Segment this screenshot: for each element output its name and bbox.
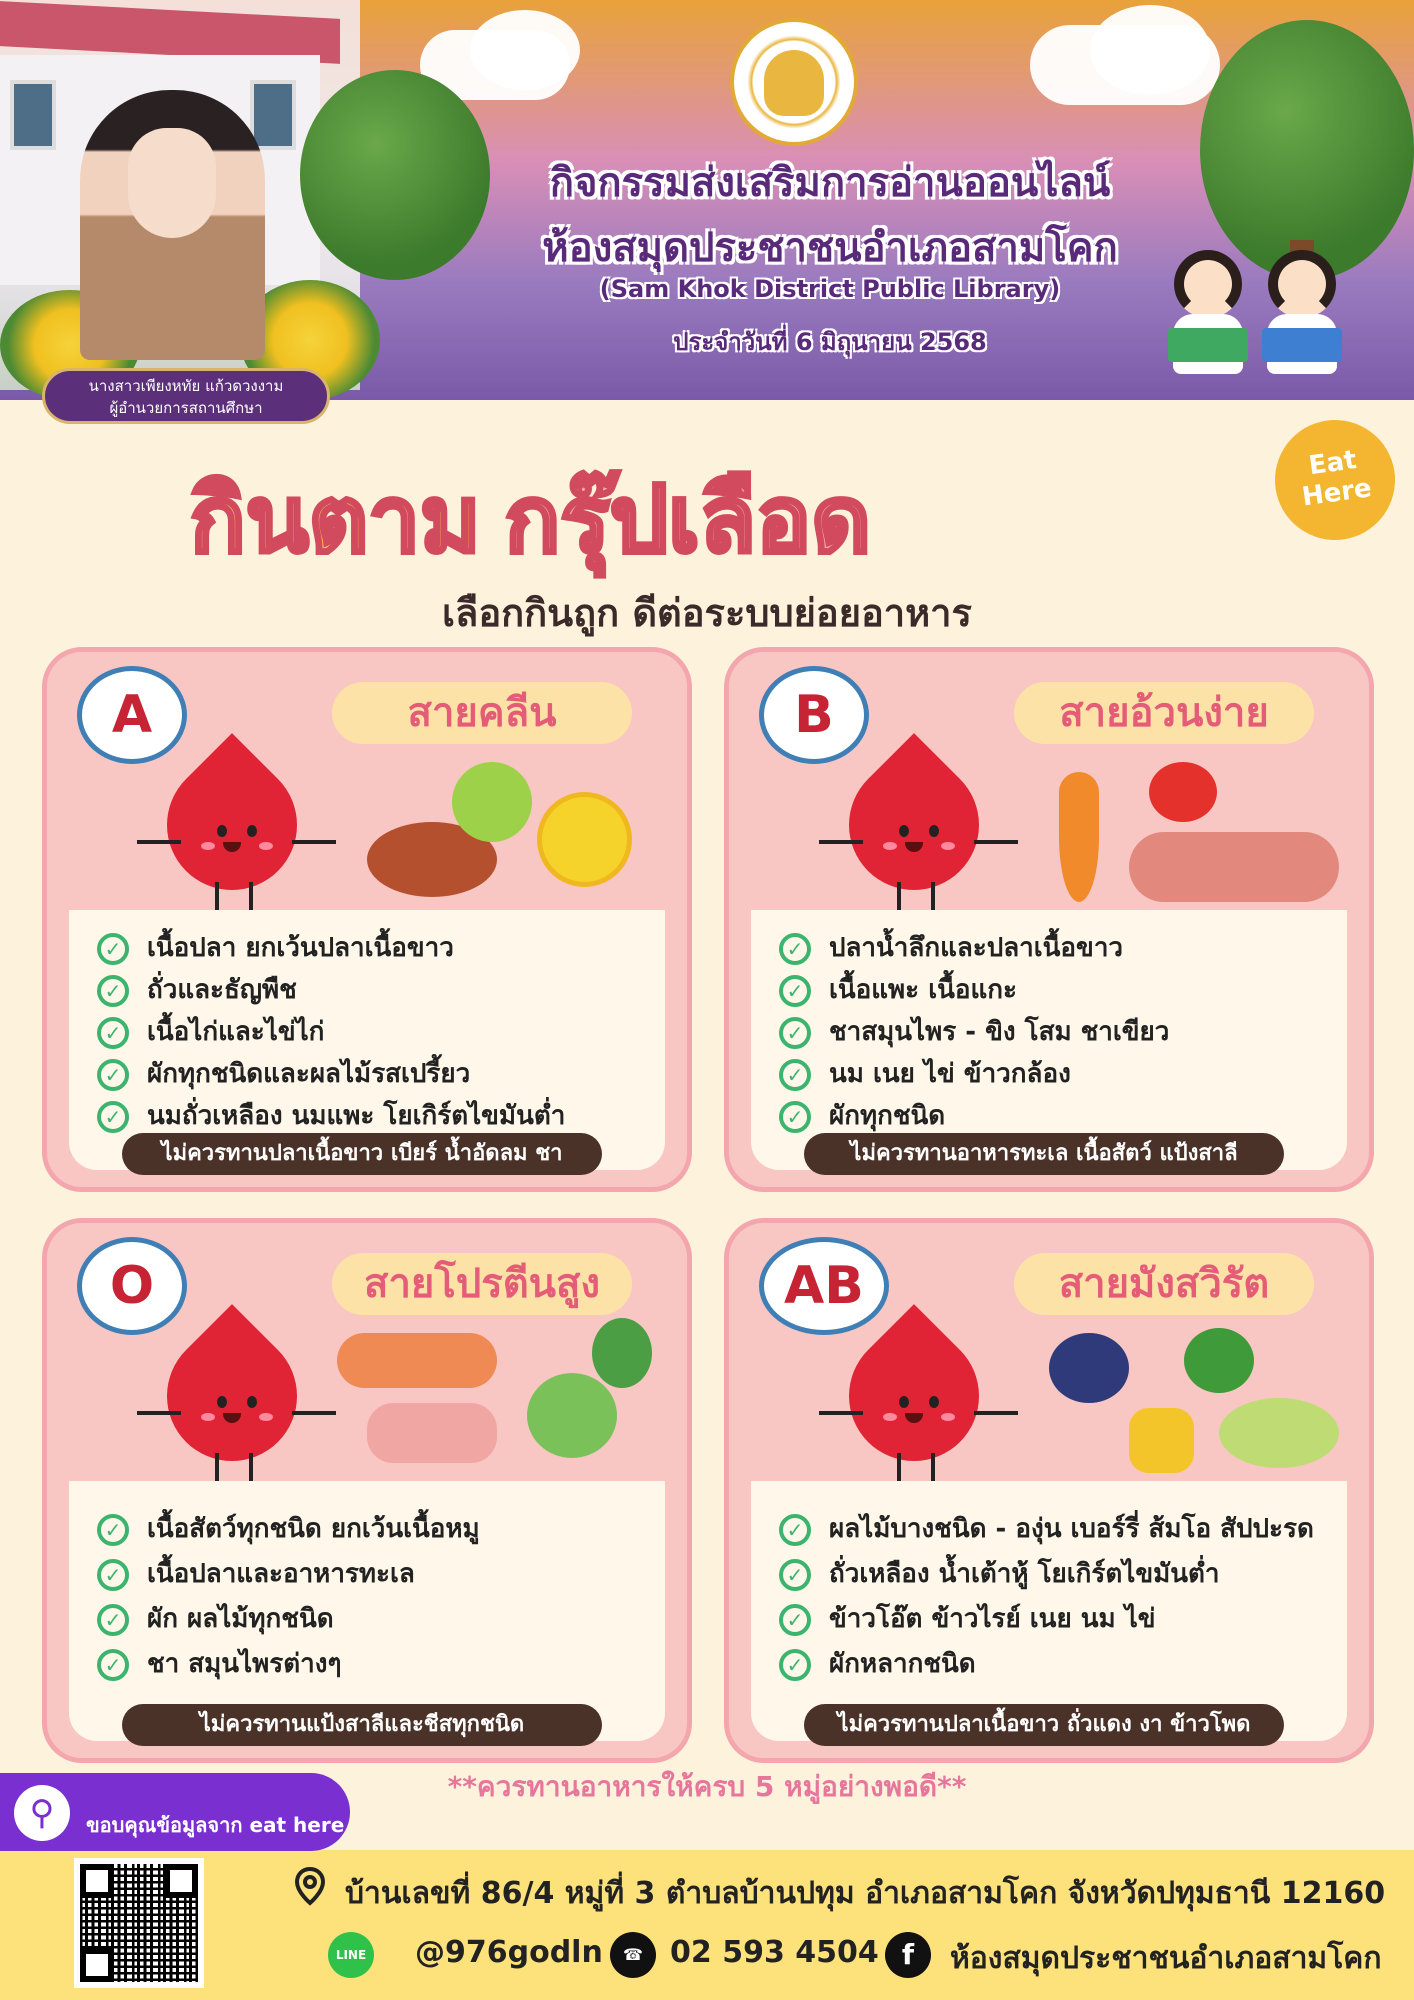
list-item <box>97 1053 470 1089</box>
list-item-label: เนื้อแพะ เนื้อแกะ <box>829 975 1017 1005</box>
check-icon: ✓ <box>97 933 129 965</box>
grapes-icon <box>1219 1398 1339 1468</box>
list-item <box>97 969 297 1005</box>
check-icon: ✓ <box>779 933 811 965</box>
director-portrait <box>80 90 265 360</box>
steak-icon <box>367 1403 497 1463</box>
header-title-line1: กิจกรรมส่งเสริมการอ่านออนไลน์ <box>549 160 1111 206</box>
blood-drop-mascot-a <box>167 750 307 900</box>
blood-type-a-category: สายคลีน <box>332 682 632 744</box>
address-text: บ้านเลขที่ 86/4 หมู่ที่ 3 ตำบลบ้านปทุม อำเภอสามโคก จังหวัดปทุมธานี 12160 <box>345 1876 1386 1911</box>
blood-type-b-badge: B <box>759 666 869 764</box>
list-item <box>779 1598 1156 1634</box>
salmon-icon <box>337 1333 497 1388</box>
director-title: ผู้อำนวยการสถานศึกษา <box>109 399 263 417</box>
phone-icon[interactable]: ☎ <box>610 1932 656 1978</box>
list-item-label: ชาสมุนไพร - ขิง โสม ชาเขียว <box>829 1017 1170 1047</box>
header-banner <box>0 0 1414 400</box>
credit-text: ขอบคุณข้อมูลจาก eat here <box>86 1813 345 1837</box>
list-item-label: เนื้อปลาและอาหารทะเล <box>147 1559 415 1589</box>
list-item-label: ผักทุกชนิด <box>829 1101 946 1131</box>
header-date: ประจำวันที่ 6 มิถุนายน 2568 <box>673 328 987 356</box>
phone-number[interactable]: 02 593 4504 <box>670 1935 879 1970</box>
list-item <box>97 1011 324 1047</box>
list-item <box>97 1095 565 1131</box>
check-icon: ✓ <box>779 975 811 1007</box>
list-item-label: ผักทุกชนิดและผลไม้รสเปรี้ยว <box>147 1059 471 1089</box>
blood-type-a-badge: A <box>77 666 187 764</box>
blood-type-ab-card <box>724 1218 1374 1763</box>
list-item-label: เนื้อไก่และไข่ไก่ <box>147 1017 325 1047</box>
list-item <box>779 1553 1220 1589</box>
list-item-label: ผัก ผลไม้ทุกชนิด <box>147 1604 334 1634</box>
lettuce-icon <box>527 1373 617 1458</box>
green-apple-icon <box>452 762 532 842</box>
eat-here-logo: Eat Here <box>1267 412 1403 548</box>
list-item <box>779 1508 1314 1544</box>
avoid-banner: ไม่ควรทานปลาเนื้อขาว เบียร์ น้ำอัดลม ชา <box>122 1133 602 1175</box>
header-title-english: (Sam Khok District Public Library) <box>599 275 1061 303</box>
check-icon: ✓ <box>97 1604 129 1636</box>
poster-title <box>190 445 1240 573</box>
check-icon: ✓ <box>97 1017 129 1049</box>
blood-type-o-category: สายโปรตีนสูง <box>332 1253 632 1315</box>
list-item-label: ถั่วเหลือง น้ำเต้าหู้ โยเกิร์ตไขมันต่ำ <box>829 1559 1220 1589</box>
avoid-banner: ไม่ควรทานแป้งสาลีและชีสทุกชนิด <box>122 1704 602 1746</box>
list-item-label: ปลาน้ำลึกและปลาเนื้อขาว <box>829 933 1124 963</box>
carrot-icon <box>1059 772 1099 902</box>
list-item <box>779 969 1017 1005</box>
blood-drop-mascot-o <box>167 1321 307 1471</box>
avoid-banner: ไม่ควรทานอาหารทะเล เนื้อสัตว์ แป้งสาลี <box>804 1133 1284 1175</box>
list-item <box>779 1053 1071 1089</box>
list-item <box>97 1643 341 1679</box>
list-item-label: เนื้อสัตว์ทุกชนิด ยกเว้นเนื้อหมู <box>147 1514 480 1544</box>
poster-title-part2: กรุ๊ปเลือด <box>504 466 871 573</box>
blood-type-b-category: สายอ้วนง่าย <box>1014 682 1314 744</box>
bell-pepper-icon <box>1129 1408 1194 1473</box>
blood-type-o-card <box>42 1218 692 1763</box>
check-icon: ✓ <box>779 1514 811 1546</box>
blood-type-o-badge: O <box>77 1237 187 1335</box>
library-logo <box>730 18 858 146</box>
broccoli-icon <box>1184 1328 1254 1393</box>
line-id[interactable]: @976godln <box>415 1935 603 1970</box>
list-item-label: เนื้อปลา ยกเว้นปลาเนื้อขาว <box>147 933 454 963</box>
list-item <box>97 1553 415 1589</box>
credit-tag <box>0 1773 350 1851</box>
boy-reading-illustration <box>1262 250 1342 390</box>
tomato-icon <box>1149 762 1217 822</box>
qr-code[interactable] <box>74 1858 204 1988</box>
blood-type-ab-category: สายมังสวิรัต <box>1014 1253 1314 1315</box>
check-icon: ✓ <box>97 1101 129 1133</box>
lemon-icon <box>537 792 632 887</box>
line-icon[interactable]: LINE <box>328 1932 374 1978</box>
check-icon: ✓ <box>779 1017 811 1049</box>
check-icon: ✓ <box>779 1649 811 1681</box>
list-item-label: นมถั่วเหลือง นมแพะ โยเกิร์ตไขมันต่ำ <box>147 1101 566 1131</box>
list-item <box>779 1095 945 1131</box>
check-icon: ✓ <box>779 1559 811 1591</box>
director-name-plate <box>42 368 330 424</box>
list-item-label: ผักหลากชนิด <box>829 1649 976 1679</box>
check-icon: ✓ <box>97 1059 129 1091</box>
poster-subtitle: เลือกกินถูก ดีต่อระบบย่อยอาหาร <box>442 591 972 635</box>
blood-drop-mascot-b <box>849 750 989 900</box>
blueberry-icon <box>1049 1333 1129 1403</box>
check-icon: ✓ <box>97 1514 129 1546</box>
list-item <box>779 1643 976 1679</box>
poster-body <box>0 400 1414 1840</box>
list-item-label: ชา สมุนไพรต่างๆ <box>147 1649 342 1679</box>
blood-drop-mascot-ab <box>849 1321 989 1471</box>
header-title-line2: ห้องสมุดประชาชนอำเภอสามโคก <box>542 225 1118 271</box>
director-name: นางสาวเพียงหทัย แก้วดวงงาม <box>88 377 284 395</box>
list-item <box>97 1598 334 1634</box>
facebook-page[interactable]: ห้องสมุดประชาชนอำเภอสามโคก <box>950 1941 1382 1976</box>
check-icon: ✓ <box>97 1559 129 1591</box>
list-item-label: ถั่วและธัญพืช <box>147 975 297 1005</box>
list-item-label: นม เนย ไข่ ข้าวกล้อง <box>829 1059 1071 1089</box>
check-icon: ✓ <box>779 1604 811 1636</box>
girl-reading-illustration <box>1168 250 1248 390</box>
check-icon: ✓ <box>779 1101 811 1133</box>
list-item-label: ผลไม้บางชนิด - องุ่น เบอร์รี่ ส้มโอ สัปปะรด <box>829 1514 1314 1544</box>
check-icon: ✓ <box>779 1059 811 1091</box>
advice-note: **ควรทานอาหารให้ครบ 5 หมู่อย่างพอดี** <box>447 1770 967 1803</box>
list-item <box>97 927 454 963</box>
list-item <box>97 1508 480 1544</box>
check-icon: ✓ <box>97 1649 129 1681</box>
cabbage-icon <box>592 1318 652 1388</box>
facebook-icon[interactable]: f <box>885 1932 931 1978</box>
poster-title-part1: กินตาม <box>190 466 481 573</box>
location-pin-icon <box>290 1866 330 1906</box>
list-item <box>779 927 1123 963</box>
search-icon: ⚲ <box>14 1785 70 1841</box>
list-item-label: ข้าวโอ๊ต ข้าวไรย์ เนย นม ไข่ <box>829 1604 1156 1634</box>
ham-icon <box>1129 832 1339 902</box>
avoid-banner: ไม่ควรทานปลาเนื้อขาว ถั่วแดง งา ข้าวโพด <box>804 1704 1284 1746</box>
blood-type-ab-badge: AB <box>759 1237 889 1335</box>
check-icon: ✓ <box>97 975 129 1007</box>
list-item <box>779 1011 1169 1047</box>
